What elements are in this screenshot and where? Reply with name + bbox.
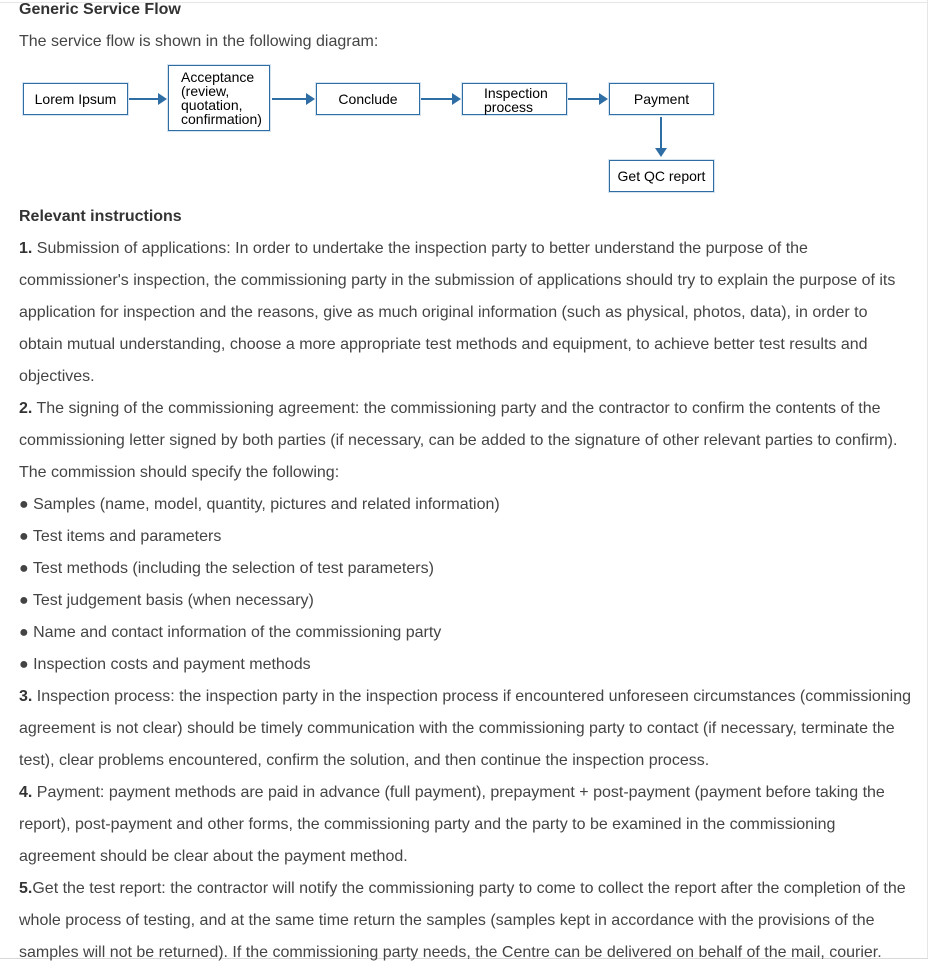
flow-step-lorem-ipsum xyxy=(23,83,128,115)
flow-step-label: Payment xyxy=(633,91,690,107)
bullet-item: ● Inspection costs and payment methods xyxy=(19,656,311,673)
flow-arrow-3 xyxy=(421,98,459,100)
flow-step-line: (review, xyxy=(181,83,230,99)
flow-step-label: Get QC report xyxy=(617,168,706,184)
flow-step-label: Conclude xyxy=(338,91,398,107)
item-number: 2. xyxy=(19,400,33,417)
bullet-item: ● Test items and parameters xyxy=(19,528,222,545)
item-number: 3. xyxy=(19,688,33,705)
flow-step-line: Acceptance xyxy=(181,69,255,85)
instruction-item-4 xyxy=(19,777,914,873)
flow-step-payment xyxy=(609,83,714,115)
item-text: Inspection process: the inspection party in the inspection process if encountered unforeseen circumstances (commissioning agreement is not clear) should be timely communication with the commissioning party to contact (if necessary, terminate the test), clear problems encountered, confirm the solution, and then continue the inspection process. xyxy=(19,688,912,769)
item-number: 1. xyxy=(19,240,33,257)
bullet-item: ● Samples (name, model, quantity, pictures and related information) xyxy=(19,496,500,513)
item-text: Submission of applications: In order to undertake the inspection party to better understand the purpose of the commissioner's inspection, the commissioning party in the submission of applications should try to explain the purpose of its application for inspection and the reasons, give as much original information (such as physical, photos, data), in order to obtain mutual understanding, choose a more appropriate test methods and equipment, to achieve better test results and objectives. xyxy=(19,240,896,385)
bullet-item: ● Test judgement basis (when necessary) xyxy=(19,592,314,609)
service-flow-diagram xyxy=(0,60,928,200)
item-number: 5. xyxy=(19,880,33,897)
flow-step-inspection-process xyxy=(462,83,567,115)
item-number: 4. xyxy=(19,784,33,801)
flow-arrow-5 xyxy=(660,117,662,155)
flow-arrow-4 xyxy=(568,98,606,100)
item-text: Payment: payment methods are paid in advance (full payment), prepayment + post-payment (payment before taking the report), post-payment and other forms, the commissioning party and the party to be examined in the commissioning agreement should be clear about the payment method. xyxy=(19,784,885,865)
flow-step-conclude xyxy=(316,83,420,115)
item-text: The signing of the commissioning agreement: the commissioning party and the contractor to confirm the contents of the commissioning letter signed by both parties (if necessary, can be added to the signature of other relevant parties to confirm). The commission should specify the following: xyxy=(19,400,898,481)
flow-step-line: process xyxy=(484,99,534,115)
flow-step-line: confirmation) xyxy=(181,111,262,127)
bullet-item: ● Test methods (including the selection of test parameters) xyxy=(19,560,434,577)
flow-arrow-1 xyxy=(129,98,165,100)
bullet-item: ● Name and contact information of the commissioning party xyxy=(19,624,442,641)
flow-step-label: Lorem Ipsum xyxy=(34,91,117,107)
flow-step-acceptance xyxy=(168,65,270,131)
instruction-item-3 xyxy=(19,681,914,777)
instruction-item-1 xyxy=(19,233,914,393)
flow-arrow-2 xyxy=(272,98,313,100)
section-title: Generic Service Flow xyxy=(19,1,181,18)
intro-text: The service flow is shown in the following diagram: xyxy=(19,33,379,50)
instructions-section xyxy=(19,201,914,969)
instructions-heading: Relevant instructions xyxy=(19,208,182,225)
flow-step-line: Inspection xyxy=(484,85,548,101)
instruction-item-2 xyxy=(19,393,914,489)
flow-step-get-qc-report xyxy=(609,160,714,192)
flow-step-line: quotation, xyxy=(181,97,243,113)
item-text: Get the test report: the contractor will notify the commissioning party to come to collect the report after the completion of the whole process of testing, and at the same time return the samples (samples kept in accordance with the provisions of the samples will not be returned). If the commissioning party needs, the Centre can be delivered on behalf of the mail, courier. xyxy=(19,880,906,961)
instruction-item-5 xyxy=(19,873,914,969)
